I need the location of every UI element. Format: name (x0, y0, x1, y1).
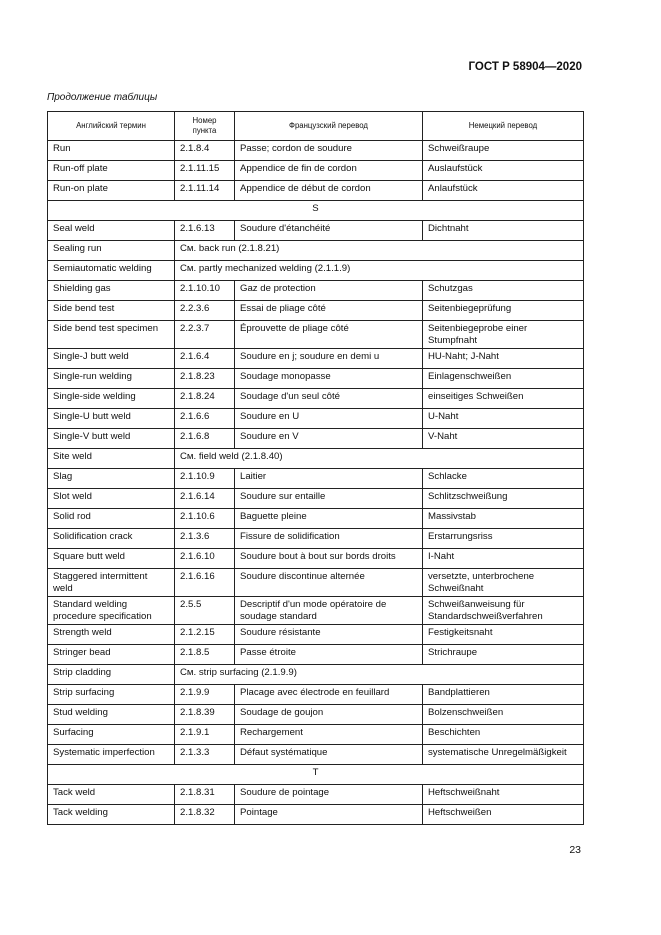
table-row (48, 429, 584, 449)
term-french: Soudure en V (235, 429, 423, 449)
term-german: systematische Unregelmäßigkeit (423, 745, 584, 765)
term-number: 2.1.10.9 (175, 469, 235, 489)
table-row (48, 685, 584, 705)
term-english: Strength weld (48, 625, 175, 645)
table-row (48, 625, 584, 645)
term-german: Heftschweißen (423, 805, 584, 825)
table-row (48, 301, 584, 321)
term-german: Strichraupe (423, 645, 584, 665)
term-number: 2.1.8.23 (175, 369, 235, 389)
table-row (48, 509, 584, 529)
term-german: V-Naht (423, 429, 584, 449)
term-german: Heftschweißnaht (423, 785, 584, 805)
term-french: Défaut systématique (235, 745, 423, 765)
term-english: Single-V butt weld (48, 429, 175, 449)
term-german: einseitiges Schweißen (423, 389, 584, 409)
term-english: Solid rod (48, 509, 175, 529)
term-french: Descriptif d'un mode opératoire de soudage standard (235, 597, 423, 625)
term-german: Schlitzschweißung (423, 489, 584, 509)
term-french: Éprouvette de pliage côté (235, 321, 423, 349)
term-number: 2.1.9.9 (175, 685, 235, 705)
cross-reference: См. partly mechanized welding (2.1.1.9) (175, 261, 584, 281)
col-header-number: Номер пункта (175, 112, 235, 141)
term-german: versetzte, unterbrochene Schweißnaht (423, 569, 584, 597)
term-english: Single-J butt weld (48, 349, 175, 369)
term-german: Beschichten (423, 725, 584, 745)
table-row (48, 645, 584, 665)
term-english: Run-off plate (48, 161, 175, 181)
table-row (48, 221, 584, 241)
term-german: Anlaufstück (423, 181, 584, 201)
term-number: 2.1.10.10 (175, 281, 235, 301)
table-row (48, 529, 584, 549)
col-header-english: Английский термин (48, 112, 175, 141)
term-german: Seitenbiegeprüfung (423, 301, 584, 321)
term-french: Soudure de pointage (235, 785, 423, 805)
term-german: Schweißraupe (423, 141, 584, 161)
term-number: 2.1.6.8 (175, 429, 235, 449)
term-english: Sealing run (48, 241, 175, 261)
table-row (48, 469, 584, 489)
term-german: Schlacke (423, 469, 584, 489)
term-number: 2.1.11.14 (175, 181, 235, 201)
page-number: 23 (569, 844, 581, 856)
table-row (48, 549, 584, 569)
term-number: 2.1.6.14 (175, 489, 235, 509)
term-number: 2.1.11.15 (175, 161, 235, 181)
term-number: 2.5.5 (175, 597, 235, 625)
term-number: 2.1.8.4 (175, 141, 235, 161)
standard-number: ГОСТ Р 58904—2020 (468, 61, 582, 73)
table-row (48, 349, 584, 369)
col-header-german: Немецкий перевод (423, 112, 584, 141)
table-row (48, 181, 584, 201)
term-number: 2.1.2.15 (175, 625, 235, 645)
term-number: 2.1.6.13 (175, 221, 235, 241)
term-english: Staggered intermittent weld (48, 569, 175, 597)
table-row (48, 725, 584, 745)
term-english: Shielding gas (48, 281, 175, 301)
term-german: Schutzgas (423, 281, 584, 301)
table-continuation-label: Продолжение таблицы (47, 92, 158, 103)
term-english: Strip cladding (48, 665, 175, 685)
table-body (48, 141, 584, 825)
term-french: Baguette pleine (235, 509, 423, 529)
term-german: Schweißanweisung für Standardschweißverfahren (423, 597, 584, 625)
terms-table (47, 111, 584, 825)
table-row (48, 705, 584, 725)
term-german: I-Naht (423, 549, 584, 569)
term-french: Soudure en U (235, 409, 423, 429)
term-english: Run (48, 141, 175, 161)
term-german: HU-Naht; J-Naht (423, 349, 584, 369)
term-english: Semiautomatic welding (48, 261, 175, 281)
term-french: Soudage monopasse (235, 369, 423, 389)
table-row (48, 665, 584, 685)
table-row (48, 449, 584, 469)
col-header-french: Французский перевод (235, 112, 423, 141)
term-french: Appendice de fin de cordon (235, 161, 423, 181)
term-english: Single-run welding (48, 369, 175, 389)
term-english: Tack weld (48, 785, 175, 805)
term-french: Laitier (235, 469, 423, 489)
term-number: 2.1.8.24 (175, 389, 235, 409)
term-french: Gaz de protection (235, 281, 423, 301)
term-english: Side bend test (48, 301, 175, 321)
term-english: Single-U butt weld (48, 409, 175, 429)
table-row (48, 569, 584, 597)
table-row (48, 785, 584, 805)
term-english: Side bend test specimen (48, 321, 175, 349)
term-french: Soudage d'un seul côté (235, 389, 423, 409)
term-number: 2.1.6.6 (175, 409, 235, 429)
term-number: 2.2.3.6 (175, 301, 235, 321)
term-french: Essai de pliage côté (235, 301, 423, 321)
term-german: Dichtnaht (423, 221, 584, 241)
term-english: Systematic imperfection (48, 745, 175, 765)
term-french: Soudure d'étanchéité (235, 221, 423, 241)
term-english: Stud welding (48, 705, 175, 725)
term-german: U-Naht (423, 409, 584, 429)
cross-reference: См. field weld (2.1.8.40) (175, 449, 584, 469)
term-number: 2.1.3.3 (175, 745, 235, 765)
term-french: Soudure en j; soudure en demi u (235, 349, 423, 369)
term-number: 2.1.10.6 (175, 509, 235, 529)
term-french: Soudage de goujon (235, 705, 423, 725)
term-french: Passe étroite (235, 645, 423, 665)
term-english: Site weld (48, 449, 175, 469)
term-french: Soudure résistante (235, 625, 423, 645)
table-row (48, 409, 584, 429)
term-french: Placage avec électrode en feuillard (235, 685, 423, 705)
section-letter-row (48, 201, 584, 221)
term-number: 2.1.8.5 (175, 645, 235, 665)
table-row (48, 141, 584, 161)
cross-reference: См. strip surfacing (2.1.9.9) (175, 665, 584, 685)
term-number: 2.1.6.10 (175, 549, 235, 569)
term-german: Festigkeitsnaht (423, 625, 584, 645)
term-number: 2.1.8.32 (175, 805, 235, 825)
term-english: Strip surfacing (48, 685, 175, 705)
term-french: Pointage (235, 805, 423, 825)
term-english: Run-on plate (48, 181, 175, 201)
term-german: Massivstab (423, 509, 584, 529)
term-number: 2.1.6.4 (175, 349, 235, 369)
term-number: 2.1.3.6 (175, 529, 235, 549)
term-number: 2.2.3.7 (175, 321, 235, 349)
table-row (48, 369, 584, 389)
term-number: 2.1.6.16 (175, 569, 235, 597)
table-row (48, 805, 584, 825)
term-french: Appendice de début de cordon (235, 181, 423, 201)
term-french: Passe; cordon de soudure (235, 141, 423, 161)
table-row (48, 389, 584, 409)
table-row (48, 321, 584, 349)
table-row (48, 261, 584, 281)
term-number: 2.1.9.1 (175, 725, 235, 745)
term-german: Seitenbiegeprobe einer Stumpfnaht (423, 321, 584, 349)
term-english: Stringer bead (48, 645, 175, 665)
term-french: Soudure sur entaille (235, 489, 423, 509)
table-row (48, 241, 584, 261)
term-german: Erstarrungsriss (423, 529, 584, 549)
term-french: Fissure de solidification (235, 529, 423, 549)
term-french: Rechargement (235, 725, 423, 745)
term-english: Tack welding (48, 805, 175, 825)
term-french: Soudure bout à bout sur bords droits (235, 549, 423, 569)
term-english: Square butt weld (48, 549, 175, 569)
term-english: Surfacing (48, 725, 175, 745)
section-letter: S (48, 201, 584, 221)
term-english: Slot weld (48, 489, 175, 509)
table-row (48, 597, 584, 625)
cross-reference: См. back run (2.1.8.21) (175, 241, 584, 261)
term-english: Slag (48, 469, 175, 489)
term-number: 2.1.8.39 (175, 705, 235, 725)
table-header-row (48, 112, 584, 141)
section-letter: T (48, 765, 584, 785)
term-number: 2.1.8.31 (175, 785, 235, 805)
term-german: Auslaufstück (423, 161, 584, 181)
term-german: Einlagenschweißen (423, 369, 584, 389)
table-row (48, 745, 584, 765)
table-row (48, 489, 584, 509)
table-row (48, 161, 584, 181)
term-english: Single-side welding (48, 389, 175, 409)
term-english: Standard welding procedure specification (48, 597, 175, 625)
term-english: Solidification crack (48, 529, 175, 549)
table-row (48, 281, 584, 301)
term-german: Bandplattieren (423, 685, 584, 705)
term-german: Bolzenschweißen (423, 705, 584, 725)
term-english: Seal weld (48, 221, 175, 241)
term-french: Soudure discontinue alternée (235, 569, 423, 597)
section-letter-row (48, 765, 584, 785)
